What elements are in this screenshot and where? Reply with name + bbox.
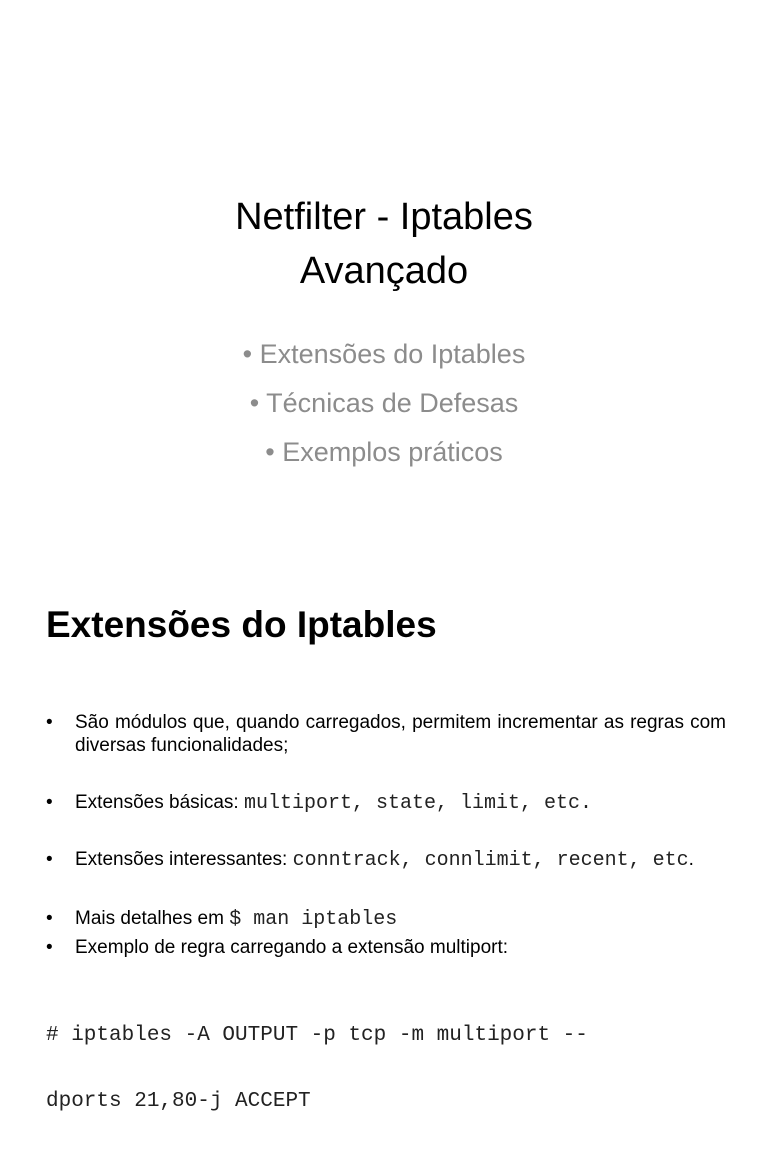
code-example (46, 981, 746, 1157)
bullet-marker: • (46, 849, 53, 870)
slide-title (0, 190, 768, 298)
bullet-text: São módulos que, quando carregados, permitem incrementar as regras com diversas funcionalidades; (75, 712, 726, 756)
code-line-2: dports 21,80-j ACCEPT (46, 1090, 311, 1113)
subtitle-item-text: Extensões do Iptables (259, 339, 526, 369)
bullet-code: multiport, state, limit, etc. (243, 792, 593, 815)
bullet-marker: • (249, 388, 260, 418)
slide-subtitle-list (0, 330, 768, 477)
subtitle-item-text: Técnicas de Defesas (266, 388, 519, 418)
bullet-item (46, 791, 726, 815)
bullet-marker: • (46, 908, 53, 929)
bullet-marker: • (46, 792, 53, 813)
code-line-1: # iptables -A OUTPUT -p tcp -m multiport -- (46, 1024, 588, 1047)
slide-heading: Extensões do Iptables (46, 604, 437, 645)
bullet-text: Exemplo de regra carregando a extensão multiport: (75, 937, 509, 958)
subtitle-item-text: Exemplos práticos (282, 437, 503, 467)
bullet-suffix: . (688, 849, 694, 870)
bullet-marker: • (46, 937, 53, 958)
content-slide (0, 576, 768, 1113)
bullet-text: Extensões interessantes: (75, 849, 293, 870)
bullet-text: Extensões básicas: (75, 792, 244, 813)
bullet-item (46, 848, 726, 872)
bullet-code: $ man iptables (229, 908, 398, 931)
subtitle-item (0, 379, 768, 428)
bullet-marker: • (46, 712, 53, 733)
bullet-marker: • (242, 339, 253, 369)
bullet-item (46, 711, 726, 757)
subtitle-item (0, 330, 768, 379)
bullet-marker: • (265, 437, 275, 467)
subtitle-item (0, 428, 768, 477)
bullet-item (46, 907, 726, 931)
bullet-text: Mais detalhes em (75, 908, 230, 929)
title-slide (0, 0, 768, 576)
bullet-code: conntrack, connlimit, recent, etc (292, 849, 689, 872)
bullet-list (46, 711, 726, 959)
slide-title-line-1: Netfilter - Iptables (235, 196, 533, 238)
slide-title-line-2: Avançado (299, 250, 469, 292)
bullet-item (46, 936, 726, 959)
